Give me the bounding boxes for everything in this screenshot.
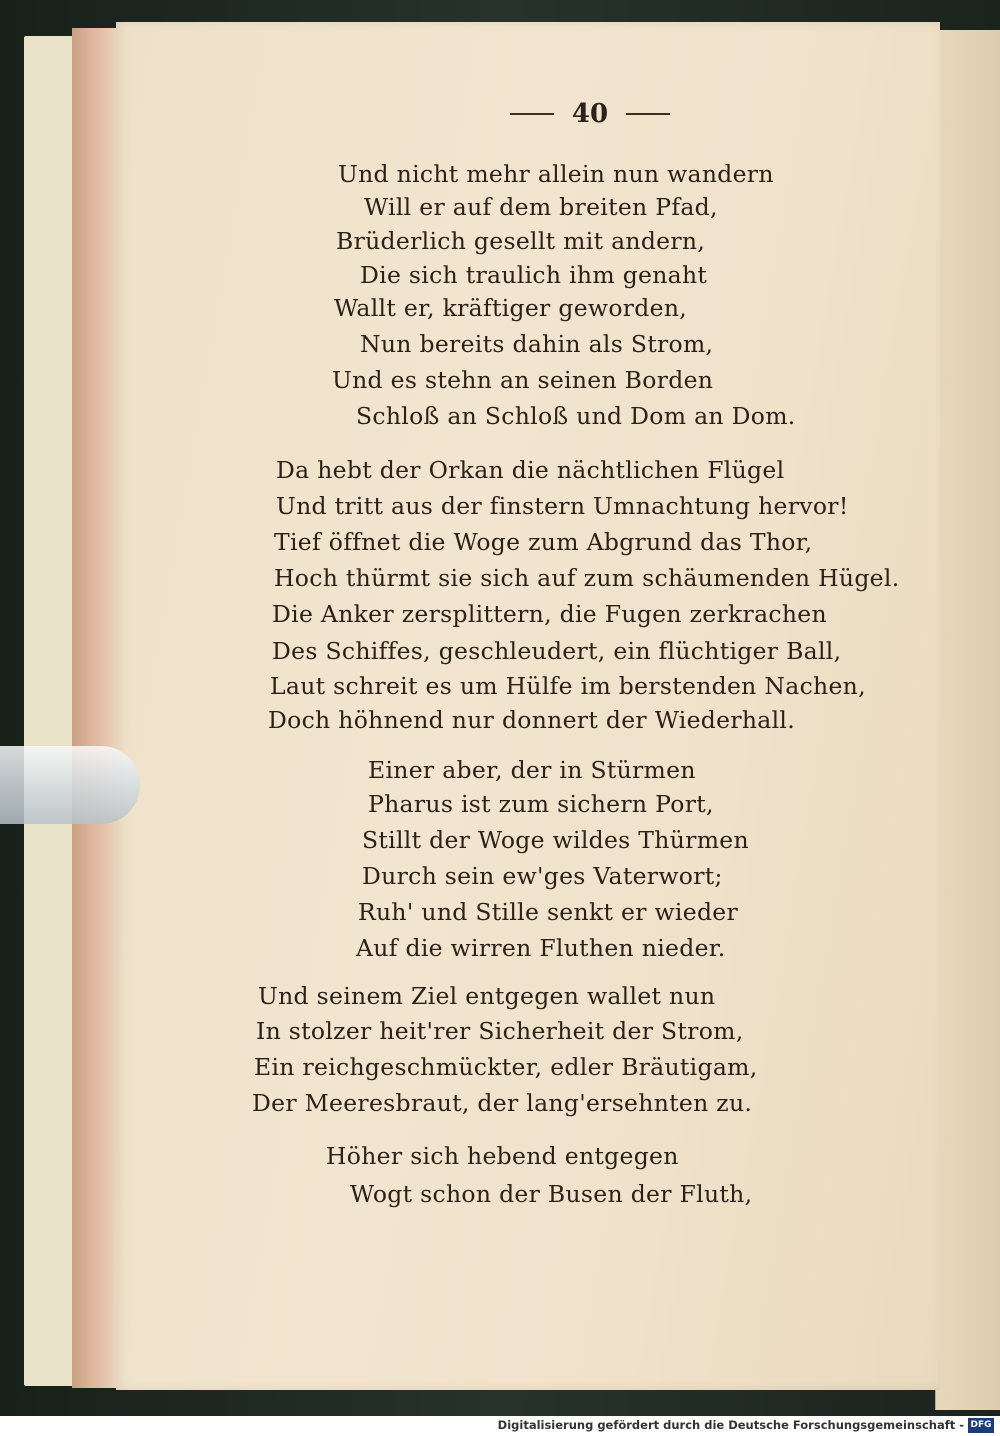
poem-line: Des Schiffes, geschleudert, ein flüchtiger Ball,	[272, 637, 842, 665]
page-number: 40	[571, 99, 609, 129]
poem-line: Und es stehn an seinen Borden	[332, 366, 714, 394]
poem-line: Und seinem Ziel entgegen wallet nun	[258, 982, 716, 1010]
page-clip	[0, 746, 140, 824]
poem-line: Stillt der Woge wildes Thürmen	[362, 826, 749, 854]
poem-line: Auf die wirren Fluthen nieder.	[356, 934, 726, 962]
poem-line: Ein reichgeschmückter, edler Bräutigam,	[254, 1053, 758, 1081]
footer-bar	[0, 1416, 1000, 1436]
poem-line: In stolzer heit'rer Sicherheit der Strom,	[256, 1017, 744, 1045]
page-edges	[72, 28, 122, 1388]
poem-line: Da hebt der Orkan die nächtlichen Flügel	[276, 456, 785, 484]
poem-line: Ruh' und Stille senkt er wieder	[358, 898, 739, 926]
funding-credit: Digitalisierung gefördert durch die Deutsche Forschungsgemeinschaft -	[497, 1418, 964, 1432]
poem-line: Die sich traulich ihm genaht	[360, 261, 708, 289]
poem-line: Der Meeresbraut, der lang'ersehnten zu.	[252, 1089, 753, 1117]
poem-line: Hoch thürmt sie sich auf zum schäumenden Hügel.	[274, 564, 900, 592]
header-rule-left	[510, 113, 554, 115]
poem-line: Nun bereits dahin als Strom,	[360, 330, 714, 358]
dfg-logo: DFG	[968, 1418, 994, 1433]
poem-line: Einer aber, der in Stürmen	[368, 756, 696, 784]
poem-line: Und tritt aus der finstern Umnachtung hervor!	[276, 492, 849, 520]
poem-line: Durch sein ew'ges Vaterwort;	[362, 862, 723, 890]
poem-line: Wogt schon der Busen der Fluth,	[350, 1180, 753, 1208]
poem-line: Will er auf dem breiten Pfad,	[364, 193, 718, 221]
poem-line: Laut schreit es um Hülfe im berstenden Nachen,	[270, 672, 866, 700]
poem-line: Die Anker zersplittern, die Fugen zerkrachen	[272, 600, 827, 628]
facing-page	[935, 30, 1000, 1410]
page-header	[480, 94, 700, 134]
poem-line: Höher sich hebend entgegen	[326, 1142, 679, 1170]
poem-line: Tief öffnet die Woge zum Abgrund das Thor,	[274, 528, 813, 556]
poem-line: Wallt er, kräftiger geworden,	[334, 294, 688, 322]
poem-line: Schloß an Schloß und Dom an Dom.	[356, 402, 796, 430]
header-rule-right	[626, 113, 670, 115]
poem-line: Pharus ist zum sichern Port,	[368, 790, 714, 818]
poem-line: Brüderlich gesellt mit andern,	[336, 227, 706, 255]
poem-line: Und nicht mehr allein nun wandern	[338, 160, 774, 188]
poem-line: Doch höhnend nur donnert der Wiederhall.	[268, 706, 796, 734]
